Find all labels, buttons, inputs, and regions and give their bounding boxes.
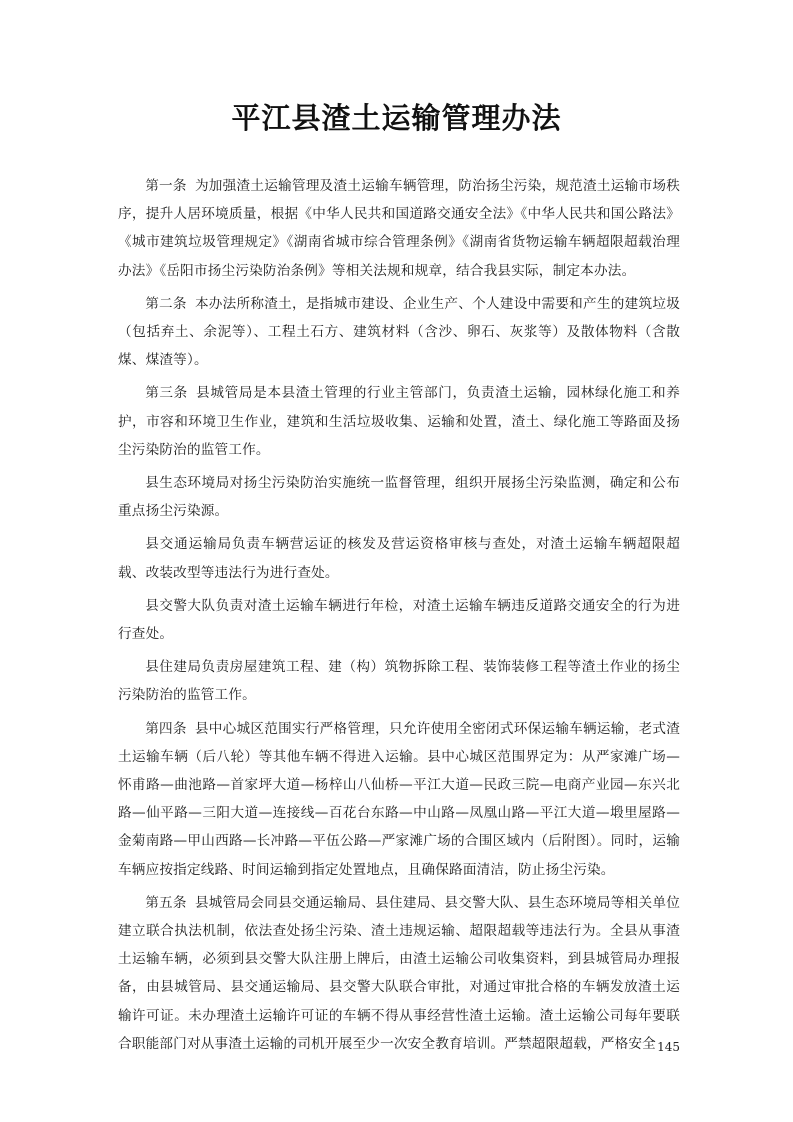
- article-label: 第三条: [145, 385, 188, 402]
- traffic-police-paragraph: [118, 592, 680, 648]
- paragraph-text: 县交警大队负责对渣土运输车辆进行年检，对渣土运输车辆违反道路交通安全的行为进行查处。: [118, 597, 680, 643]
- paragraph-text: 为加强渣土运输管理及渣土运输车辆管理，防治扬尘污染，规范渣土运输市场秩序，提升人居环境质量，根据《中华人民共和国道路交通安全法》《中华人民共和国公路法》《城市建筑垃圾管理规定》《湖南省城市综合管理条例》《湖南省货物运输车辆超限超载治理办法》《岳阳市扬尘污染防治条例》等相关法规和规章，结合我县实际，制定本办法。: [118, 178, 680, 279]
- article-4-paragraph: [118, 715, 680, 884]
- document-body: [118, 172, 680, 1063]
- page-number: 145: [657, 1040, 680, 1054]
- paragraph-text: 县城管局是本县渣土管理的行业主管部门，负责渣土运输，园林绿化施工和养护，市容和环境卫生作业，建筑和生活垃圾收集、运输和处置，渣土、绿化施工等路面及扬尘污染防治的监管工作。: [118, 385, 680, 458]
- article-2-paragraph: [118, 290, 680, 375]
- housing-bureau-paragraph: [118, 653, 680, 709]
- paragraph-text: 县城管局会同县交通运输局、县住建局、县交警大队、县生态环境局等相关单位建立联合执法机制，依法查处扬尘污染、渣土违规运输、超限超载等违法行为。全县从事渣土运输车辆，必须到县交警大队注册上牌后，由渣土运输公司收集资料，到县城管局办理报备，由县城管局、县交通运输局、县交警大队联合审批，对通过审批合格的车辆发放渣土运输许可证。未办理渣土运输许可证的车辆不得从事经营性渣土运输。渣土运输公司每年要联合职能部门对从事渣土运输的司机开展至少一次安全教育培训。严禁超限超载，严格安全: [118, 894, 680, 1052]
- article-label: 第一条: [145, 178, 187, 194]
- paragraph-text: 县生态环境局对扬尘污染防治实施统一监督管理，组织开展扬尘污染监测，确定和公布重点扬尘污染源。: [118, 475, 680, 520]
- article-3-paragraph: [118, 379, 680, 464]
- paragraph-text: 县中心城区范围实行严格管理，只允许使用全密闭式环保运输车辆运输，老式渣土运输车辆（后八轮）等其他车辆不得进入运输。县中心城区范围界定为：从严家滩广场—怀甫路—曲池路—首家坪大道—杨梓山八仙桥—平江大道—民政三院—电商产业园—东兴北路—仙平路—三阳大道—连接线—百花台东路—中山路—凤凰山路—平江大道—塅里屋路—金菊南路—甲山西路—长冲路—平伍公路—严家滩广场的合围区域内（后附图）。同时，运输车辆应按指定线路、时间运输到指定处置地点，且确保路面清洁，防止扬尘污染。: [118, 720, 680, 878]
- article-1-paragraph: [118, 172, 680, 285]
- article-label: 第二条: [145, 295, 187, 312]
- paragraph-text: 县交通运输局负责车辆营运证的核发及营运资格审核与查处，对渣土运输车辆超限超载、改装改型等违法行为进行查处。: [118, 536, 680, 581]
- article-label: 第五条: [145, 894, 187, 911]
- paragraph-text: 县住建局负责房屋建筑工程、建（构）筑物拆除工程、装饰装修工程等渣土作业的扬尘污染防治的监管工作。: [118, 659, 680, 704]
- article-5-paragraph: [118, 889, 680, 1058]
- transport-bureau-paragraph: [118, 530, 680, 586]
- paragraph-text: 本办法所称渣土，是指城市建设、企业生产、个人建设中需要和产生的建筑垃圾（包括弃土、余泥等）、工程土石方、建筑材料（含沙、卵石、灰浆等）及散体物料（含散煤、煤渣等）。: [118, 295, 680, 369]
- article-label: 第四条: [145, 720, 187, 737]
- document-title: 平江县渣土运输管理办法: [231, 101, 562, 135]
- ecology-bureau-paragraph: [118, 469, 680, 525]
